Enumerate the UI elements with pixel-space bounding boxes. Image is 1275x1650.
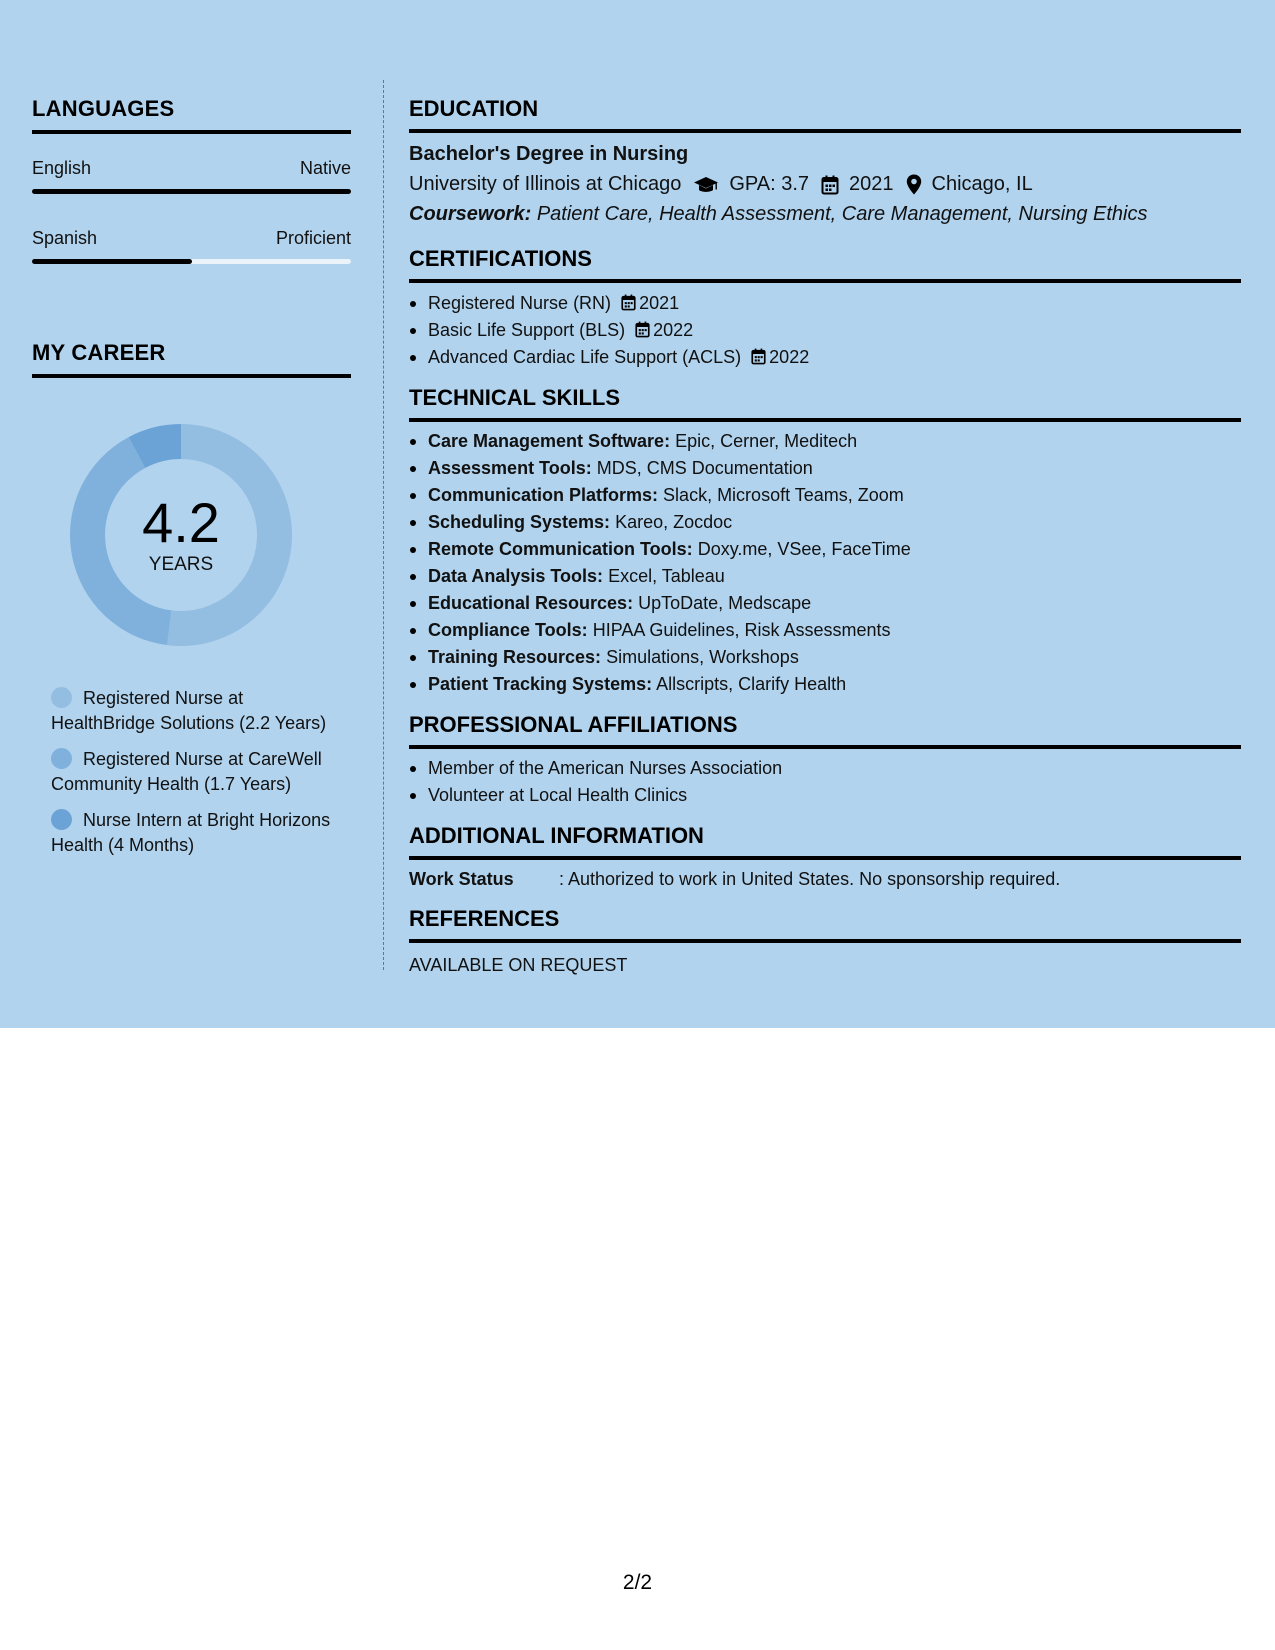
skill-label: Communication Platforms: (428, 485, 659, 505)
skills-list (409, 428, 1241, 698)
section-rule (409, 939, 1241, 943)
legend-item (51, 747, 332, 796)
language-bar (32, 189, 351, 194)
certification-item (409, 290, 1241, 317)
references-text: AVAILABLE ON REQUEST (409, 955, 628, 975)
skill-label: Compliance Tools: (428, 620, 588, 640)
left-column (32, 96, 351, 869)
certifications-list (409, 290, 1241, 371)
certification-name: Registered Nurse (RN) (428, 293, 612, 313)
graduation-cap-icon (693, 176, 719, 194)
career-legend (32, 686, 332, 857)
legend-label: Registered Nurse at HealthBridge Solutions (2.2 Years) (51, 688, 327, 733)
education-degree: Bachelor's Degree in Nursing (409, 143, 689, 165)
right-column (409, 96, 1241, 976)
career-title: MY CAREER (32, 340, 166, 365)
skills-title: TECHNICAL SKILLS (409, 385, 621, 410)
section-rule (32, 130, 351, 134)
language-bar-fill (32, 189, 351, 194)
skill-label: Assessment Tools: (428, 458, 592, 478)
language-bar (32, 259, 351, 264)
certification-year: 2021 (639, 293, 680, 313)
section-rule (32, 374, 351, 378)
skill-item (409, 671, 1241, 698)
career-section (32, 340, 351, 378)
references-section (409, 906, 1241, 976)
legend-label: Nurse Intern at Bright Horizons Health (4 Months) (51, 810, 331, 855)
skill-value: Allscripts, Clarify Health (656, 674, 847, 694)
affiliation-item: Member of the American Nurses Association (409, 755, 1241, 782)
skill-item (409, 536, 1241, 563)
skill-value: Excel, Tableau (608, 566, 725, 586)
skill-value: HIPAA Guidelines, Risk Assessments (592, 620, 891, 640)
language-english (32, 158, 351, 194)
affiliations-list (409, 755, 1241, 809)
skill-value: Slack, Microsoft Teams, Zoom (663, 485, 904, 505)
skill-label: Data Analysis Tools: (428, 566, 604, 586)
skill-item (409, 509, 1241, 536)
legend-dot-icon (51, 748, 72, 769)
language-bar-fill (32, 259, 192, 264)
skill-value: UpToDate, Medscape (638, 593, 812, 613)
career-total-years: 4.2 (142, 491, 220, 554)
calendar-icon (635, 321, 650, 338)
calendar-icon (621, 294, 636, 311)
certification-year: 2022 (653, 320, 694, 340)
legend-label: Registered Nurse at CareWell Community Health (1.7 Years) (51, 749, 322, 794)
education-details (409, 173, 1241, 196)
education-section (409, 96, 1241, 226)
legend-item (51, 686, 332, 735)
education-coursework (409, 203, 1241, 226)
certification-year: 2022 (769, 347, 810, 367)
certification-item (409, 344, 1241, 371)
work-status-value: : Authorized to work in United States. No sponsorship required. (559, 869, 1061, 889)
language-name: English (32, 158, 92, 178)
donut-center (66, 420, 296, 650)
language-level: Proficient (275, 228, 351, 248)
skill-item (409, 455, 1241, 482)
section-rule (409, 418, 1241, 422)
education-school: University of Illinois at Chicago (409, 173, 682, 195)
section-rule (409, 279, 1241, 283)
career-donut-chart (66, 420, 296, 650)
calendar-icon (751, 348, 766, 365)
section-rule (409, 129, 1241, 133)
work-status-key: Work Status (409, 869, 514, 889)
page-number: 2/2 (622, 1571, 653, 1594)
skill-item (409, 590, 1241, 617)
skill-item (409, 428, 1241, 455)
legend-item (51, 808, 332, 857)
languages-section (32, 96, 351, 264)
coursework-list: Patient Care, Health Assessment, Care Management, Nursing Ethics (536, 203, 1148, 225)
calendar-icon (821, 175, 839, 195)
work-status-row (409, 869, 1241, 890)
technical-skills-section (409, 385, 1241, 698)
certification-name: Basic Life Support (BLS) (428, 320, 626, 340)
language-level: Native (299, 158, 351, 178)
section-rule (409, 856, 1241, 860)
legend-dot-icon (51, 687, 72, 708)
skill-item (409, 617, 1241, 644)
additional-info-section (409, 823, 1241, 890)
legend-dot-icon (51, 809, 72, 830)
skill-value: Epic, Cerner, Meditech (675, 431, 858, 451)
skill-item (409, 563, 1241, 590)
skill-label: Remote Communication Tools: (428, 539, 693, 559)
skill-label: Training Resources: (428, 647, 602, 667)
skill-value: MDS, CMS Documentation (596, 458, 813, 478)
career-total-unit: YEARS (148, 554, 214, 575)
education-gpa: GPA: 3.7 (729, 173, 810, 195)
skill-item (409, 482, 1241, 509)
languages-title: LANGUAGES (32, 96, 175, 121)
certifications-section (409, 246, 1241, 371)
certifications-title: CERTIFICATIONS (409, 246, 592, 271)
affiliations-section (409, 712, 1241, 809)
additional-title: ADDITIONAL INFORMATION (409, 823, 704, 848)
certification-item (409, 317, 1241, 344)
language-spanish (32, 228, 351, 264)
coursework-label: Coursework: (409, 203, 532, 225)
certification-name: Advanced Cardiac Life Support (ACLS) (428, 347, 742, 367)
location-pin-icon (906, 174, 922, 195)
affiliations-title: PROFESSIONAL AFFILIATIONS (409, 712, 738, 737)
education-title: EDUCATION (409, 96, 539, 121)
education-year: 2021 (849, 173, 894, 195)
skill-label: Educational Resources: (428, 593, 634, 613)
section-rule (409, 745, 1241, 749)
education-location: Chicago, IL (931, 173, 1033, 195)
skill-item (409, 644, 1241, 671)
skill-label: Patient Tracking Systems: (428, 674, 653, 694)
affiliation-item: Volunteer at Local Health Clinics (409, 782, 1241, 809)
skill-value: Simulations, Workshops (606, 647, 799, 667)
language-name: Spanish (32, 228, 98, 248)
skill-value: Doxy.me, VSee, FaceTime (697, 539, 911, 559)
references-title: REFERENCES (409, 906, 560, 931)
skill-value: Kareo, Zocdoc (615, 512, 733, 532)
column-divider (383, 80, 384, 970)
skill-label: Care Management Software: (428, 431, 671, 451)
skill-label: Scheduling Systems: (428, 512, 611, 532)
